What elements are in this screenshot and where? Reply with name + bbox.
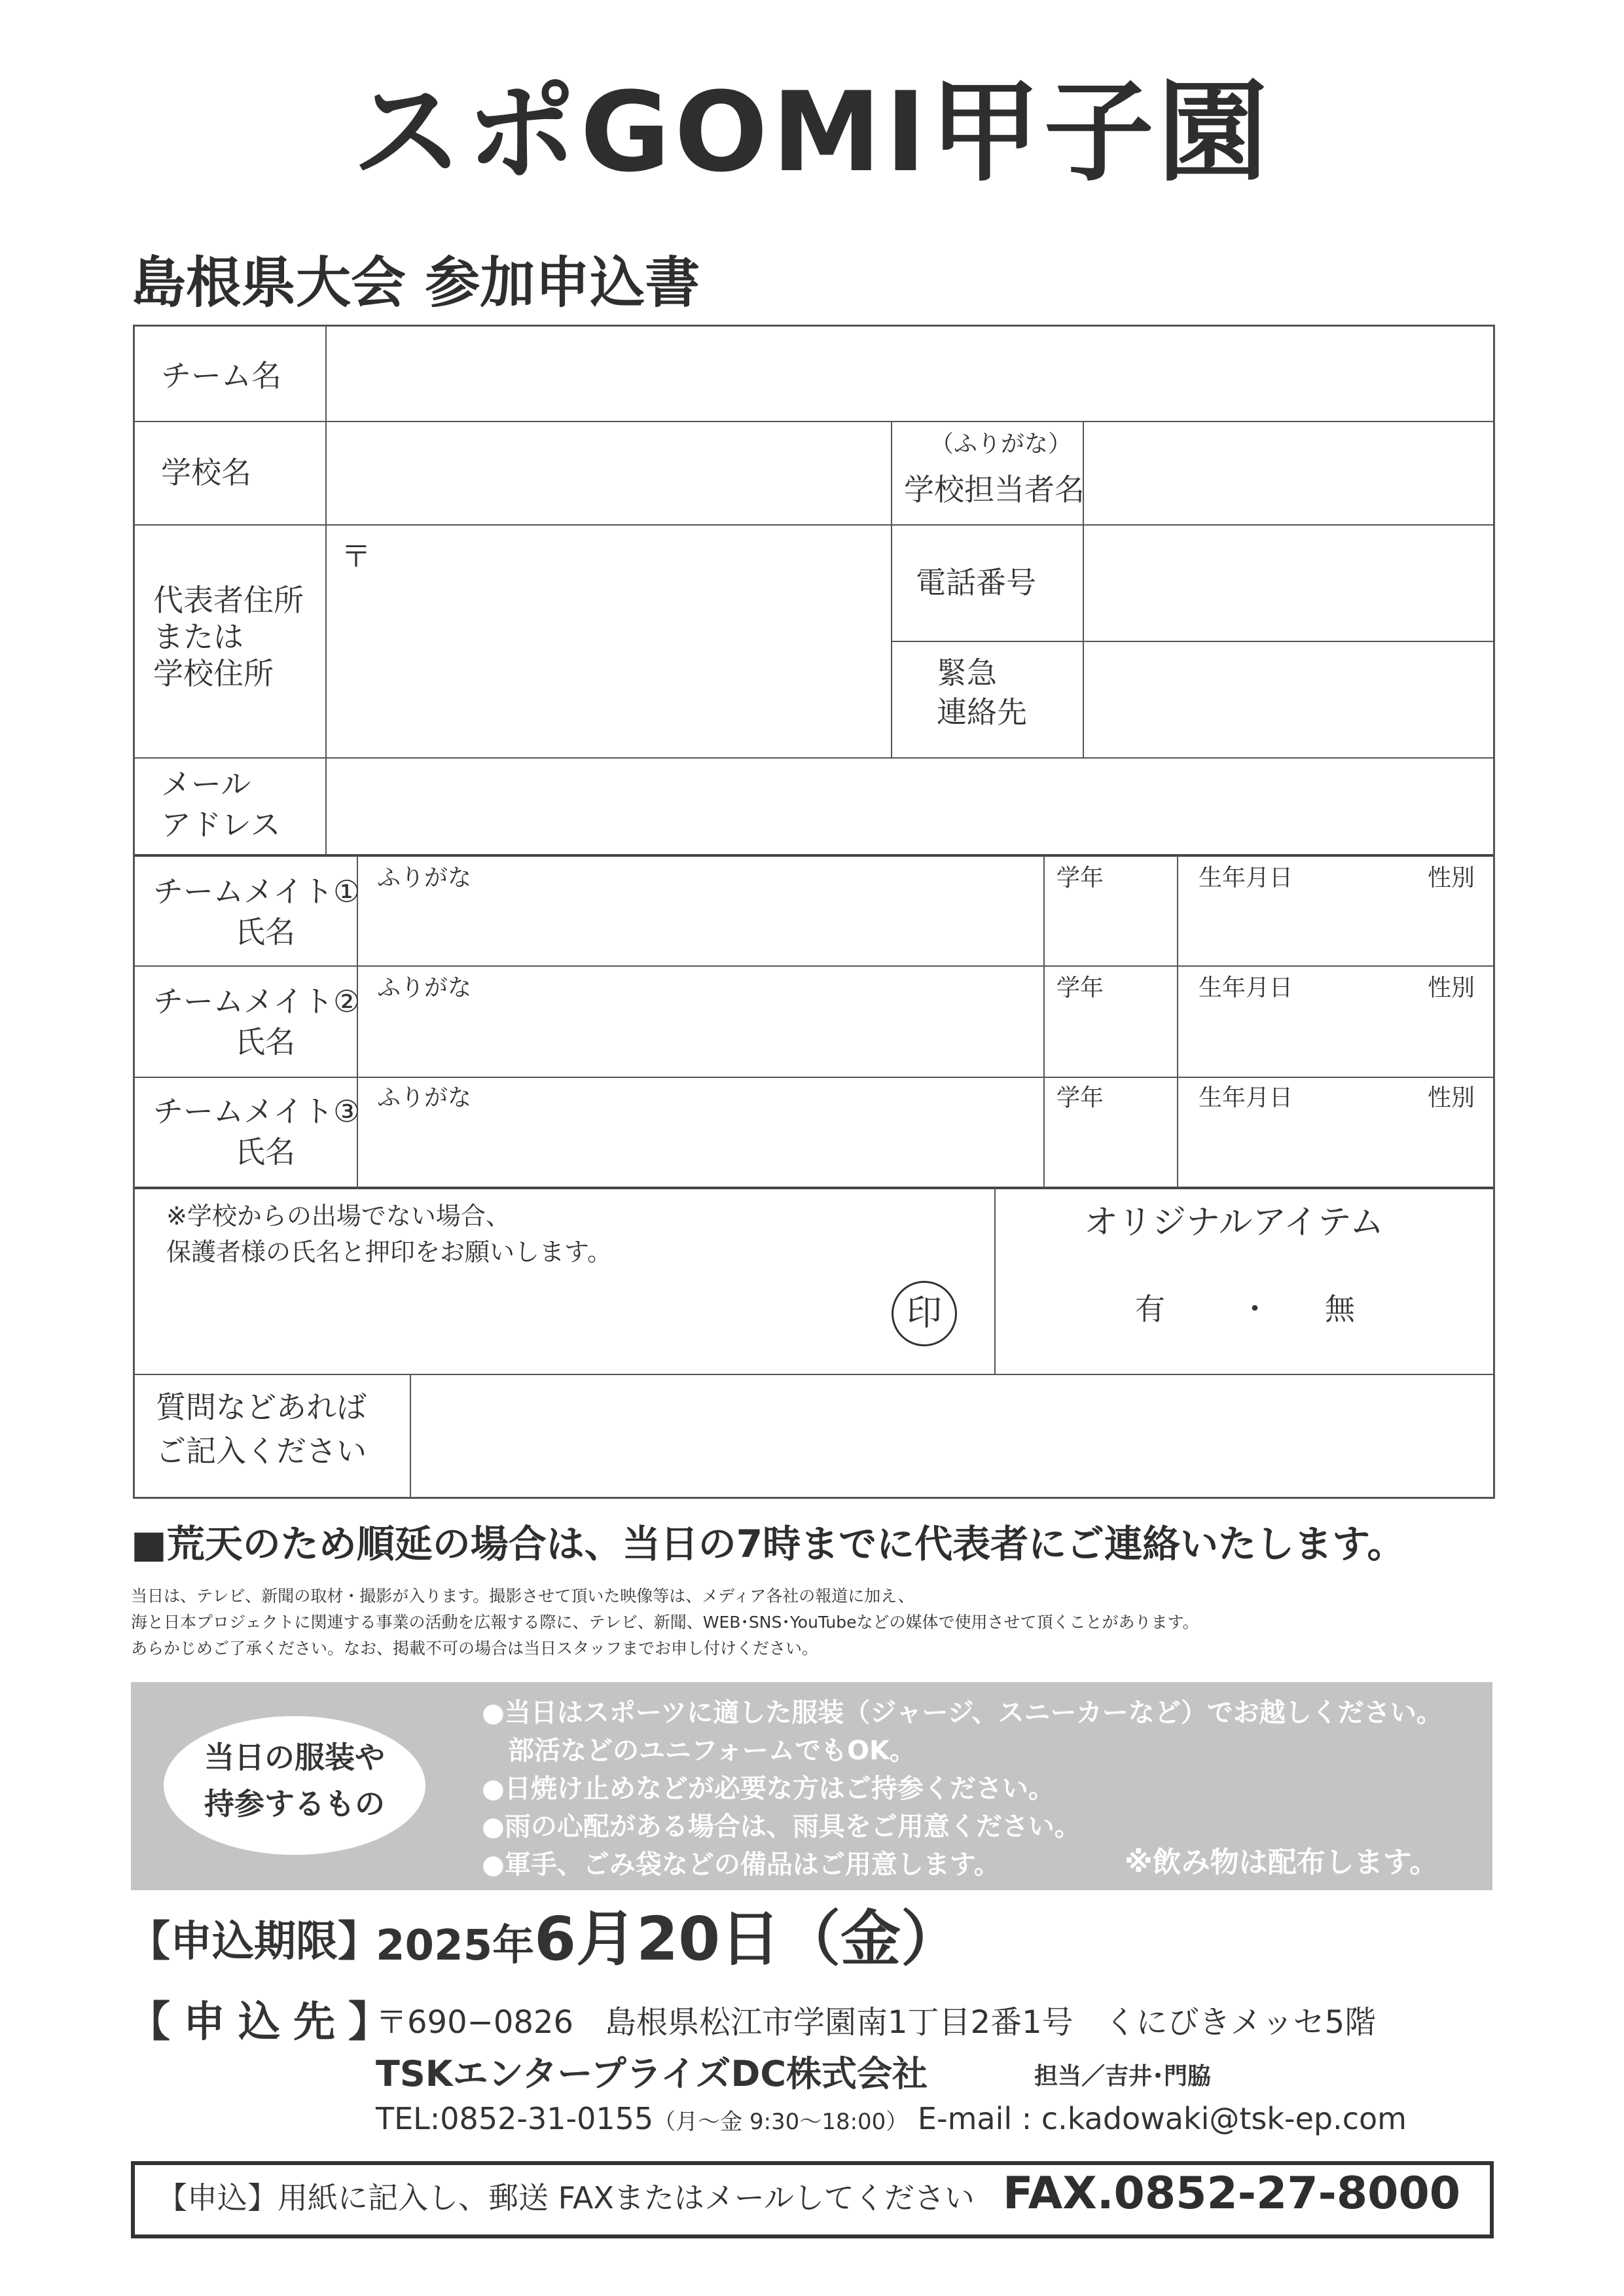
teammate-1-label: チームメイト① 氏名	[153, 874, 361, 950]
birthday-label: 生年月日	[1199, 975, 1293, 1001]
school-name-label: 学校名	[161, 455, 251, 490]
emergency-field[interactable]	[1084, 642, 1493, 757]
teammate-3-label: チームメイト③ 氏名	[153, 1094, 361, 1170]
team-name-label: チーム名	[161, 358, 281, 393]
postal-mark: 〒	[341, 539, 371, 574]
bring-item: ●雨の心配がある場合は、雨具をご用意ください。	[482, 1812, 1081, 1842]
grade-label: 学年	[1056, 975, 1104, 1001]
phone-label: 電話番号	[916, 565, 1036, 600]
media-note-line: あらかじめご了承ください。なお、掲載不可の場合は当日スタッフまでお申し付けください。	[131, 1639, 819, 1658]
apply-to-label: 【申込先】	[128, 1998, 403, 2047]
footer-instructions: 【申込】用紙に記入し、郵送 FAXまたはメールしてください	[157, 2180, 975, 2215]
address-label: 代表者住所 または 学校住所	[153, 583, 304, 692]
school-contact-label: 学校担当者名	[904, 472, 1085, 507]
company-name: TSKエンタープライズDC株式会社	[376, 2053, 928, 2094]
birthday-label: 生年月日	[1199, 1085, 1293, 1111]
form-title: 島根県大会 参加申込書	[131, 251, 700, 315]
bring-item: ●日焼け止めなどが必要な方はご持参ください。	[482, 1774, 1055, 1804]
furigana-note: （ふりがな）	[930, 431, 1072, 457]
contact-person: 担当／吉井･門脇	[1034, 2063, 1212, 2090]
teammate-2-label: チームメイト② 氏名	[153, 984, 361, 1060]
address-field[interactable]	[327, 526, 890, 757]
bring-item: 部活などのユニフォームでもOK。	[482, 1736, 916, 1766]
gender-label: 性別	[1428, 975, 1475, 1001]
guardian-note: ※学校からの出場でない場合、 保護者様の氏名と押印をお願いします。	[166, 1202, 612, 1267]
original-item-label: オリジナルアイテム	[1084, 1203, 1384, 1242]
event-logo: スポGOMI甲子園	[352, 68, 1272, 196]
contact-line	[376, 2101, 1407, 2136]
school-name-field[interactable]	[327, 422, 890, 524]
birthday-label: 生年月日	[1199, 865, 1293, 891]
email-field[interactable]	[327, 759, 1493, 854]
deadline-date: 2025年6月20日（金）	[376, 1904, 962, 1974]
guardian-signature-field[interactable]	[135, 1188, 993, 1374]
email-label: メール アドレス	[161, 766, 281, 843]
grade-label: 学年	[1056, 1085, 1104, 1111]
media-note-line: 当日は、テレビ、新聞の取材・撮影が入ります。撮影させて頂いた映像等は、メディア各社の報道に加え、	[131, 1587, 914, 1605]
grade-label: 学年	[1056, 865, 1104, 891]
phone-field[interactable]	[1084, 526, 1493, 641]
what-to-bring-heading: 当日の服装や 持参するもの	[204, 1740, 385, 1822]
option-separator: ・	[1240, 1291, 1270, 1327]
teammate-3-name-field[interactable]	[358, 1078, 1043, 1187]
team-name-field[interactable]	[327, 327, 1493, 421]
deadline-label: 【申込期限】	[128, 1918, 380, 1966]
media-note-line: 海と日本プロジェクトに関連する事業の活動を広報する際に、テレビ、新聞、WEB･SNS･YouTubeなどの媒体で使用させて頂くことがあります。	[131, 1613, 1199, 1632]
original-item-yes-option[interactable]: 有	[1135, 1291, 1165, 1327]
fax-number: FAX.0852-27-8000	[1003, 2168, 1461, 2219]
questions-field[interactable]	[411, 1375, 1493, 1498]
bring-item: ●軍手、ごみ袋などの備品はご用意します。	[482, 1850, 1000, 1880]
original-item-no-option[interactable]: 無	[1325, 1291, 1355, 1327]
furigana-label: ふりがな	[377, 1085, 472, 1111]
questions-label: 質問などあれば ご記入ください	[156, 1390, 367, 1469]
business-hours: （月～金 9:30～18:00）	[653, 2109, 909, 2135]
drinks-note: ※飲み物は配布します。	[1125, 1846, 1439, 1879]
emergency-label: 緊急 連絡先	[937, 655, 1027, 730]
email-address[interactable]: E-mail : c.kadowaki@tsk-ep.com	[917, 2101, 1407, 2136]
teammate-2-name-field[interactable]	[358, 967, 1043, 1075]
postponement-notice: ■荒天のため順延の場合は、当日の7時までに代表者にご連絡いたします。	[131, 1522, 1405, 1566]
furigana-label: ふりがな	[377, 975, 472, 1001]
bring-item: ●当日はスポーツに適した服装（ジャージ、スニーカーなど）でお越しください。	[482, 1698, 1443, 1728]
gender-label: 性別	[1428, 1085, 1475, 1111]
teammate-1-name-field[interactable]	[358, 857, 1043, 965]
phone-number: TEL:0852-31-0155	[376, 2101, 654, 2136]
school-contact-field[interactable]	[1084, 422, 1493, 524]
apply-address: 〒690−0826 島根県松江市学園南1丁目2番1号 くにびきメッセ5階	[376, 2004, 1377, 2041]
application-form	[133, 325, 1495, 1499]
gender-label: 性別	[1428, 865, 1475, 891]
furigana-label: ふりがな	[377, 865, 472, 891]
seal-stamp-mark: 印	[892, 1281, 957, 1346]
